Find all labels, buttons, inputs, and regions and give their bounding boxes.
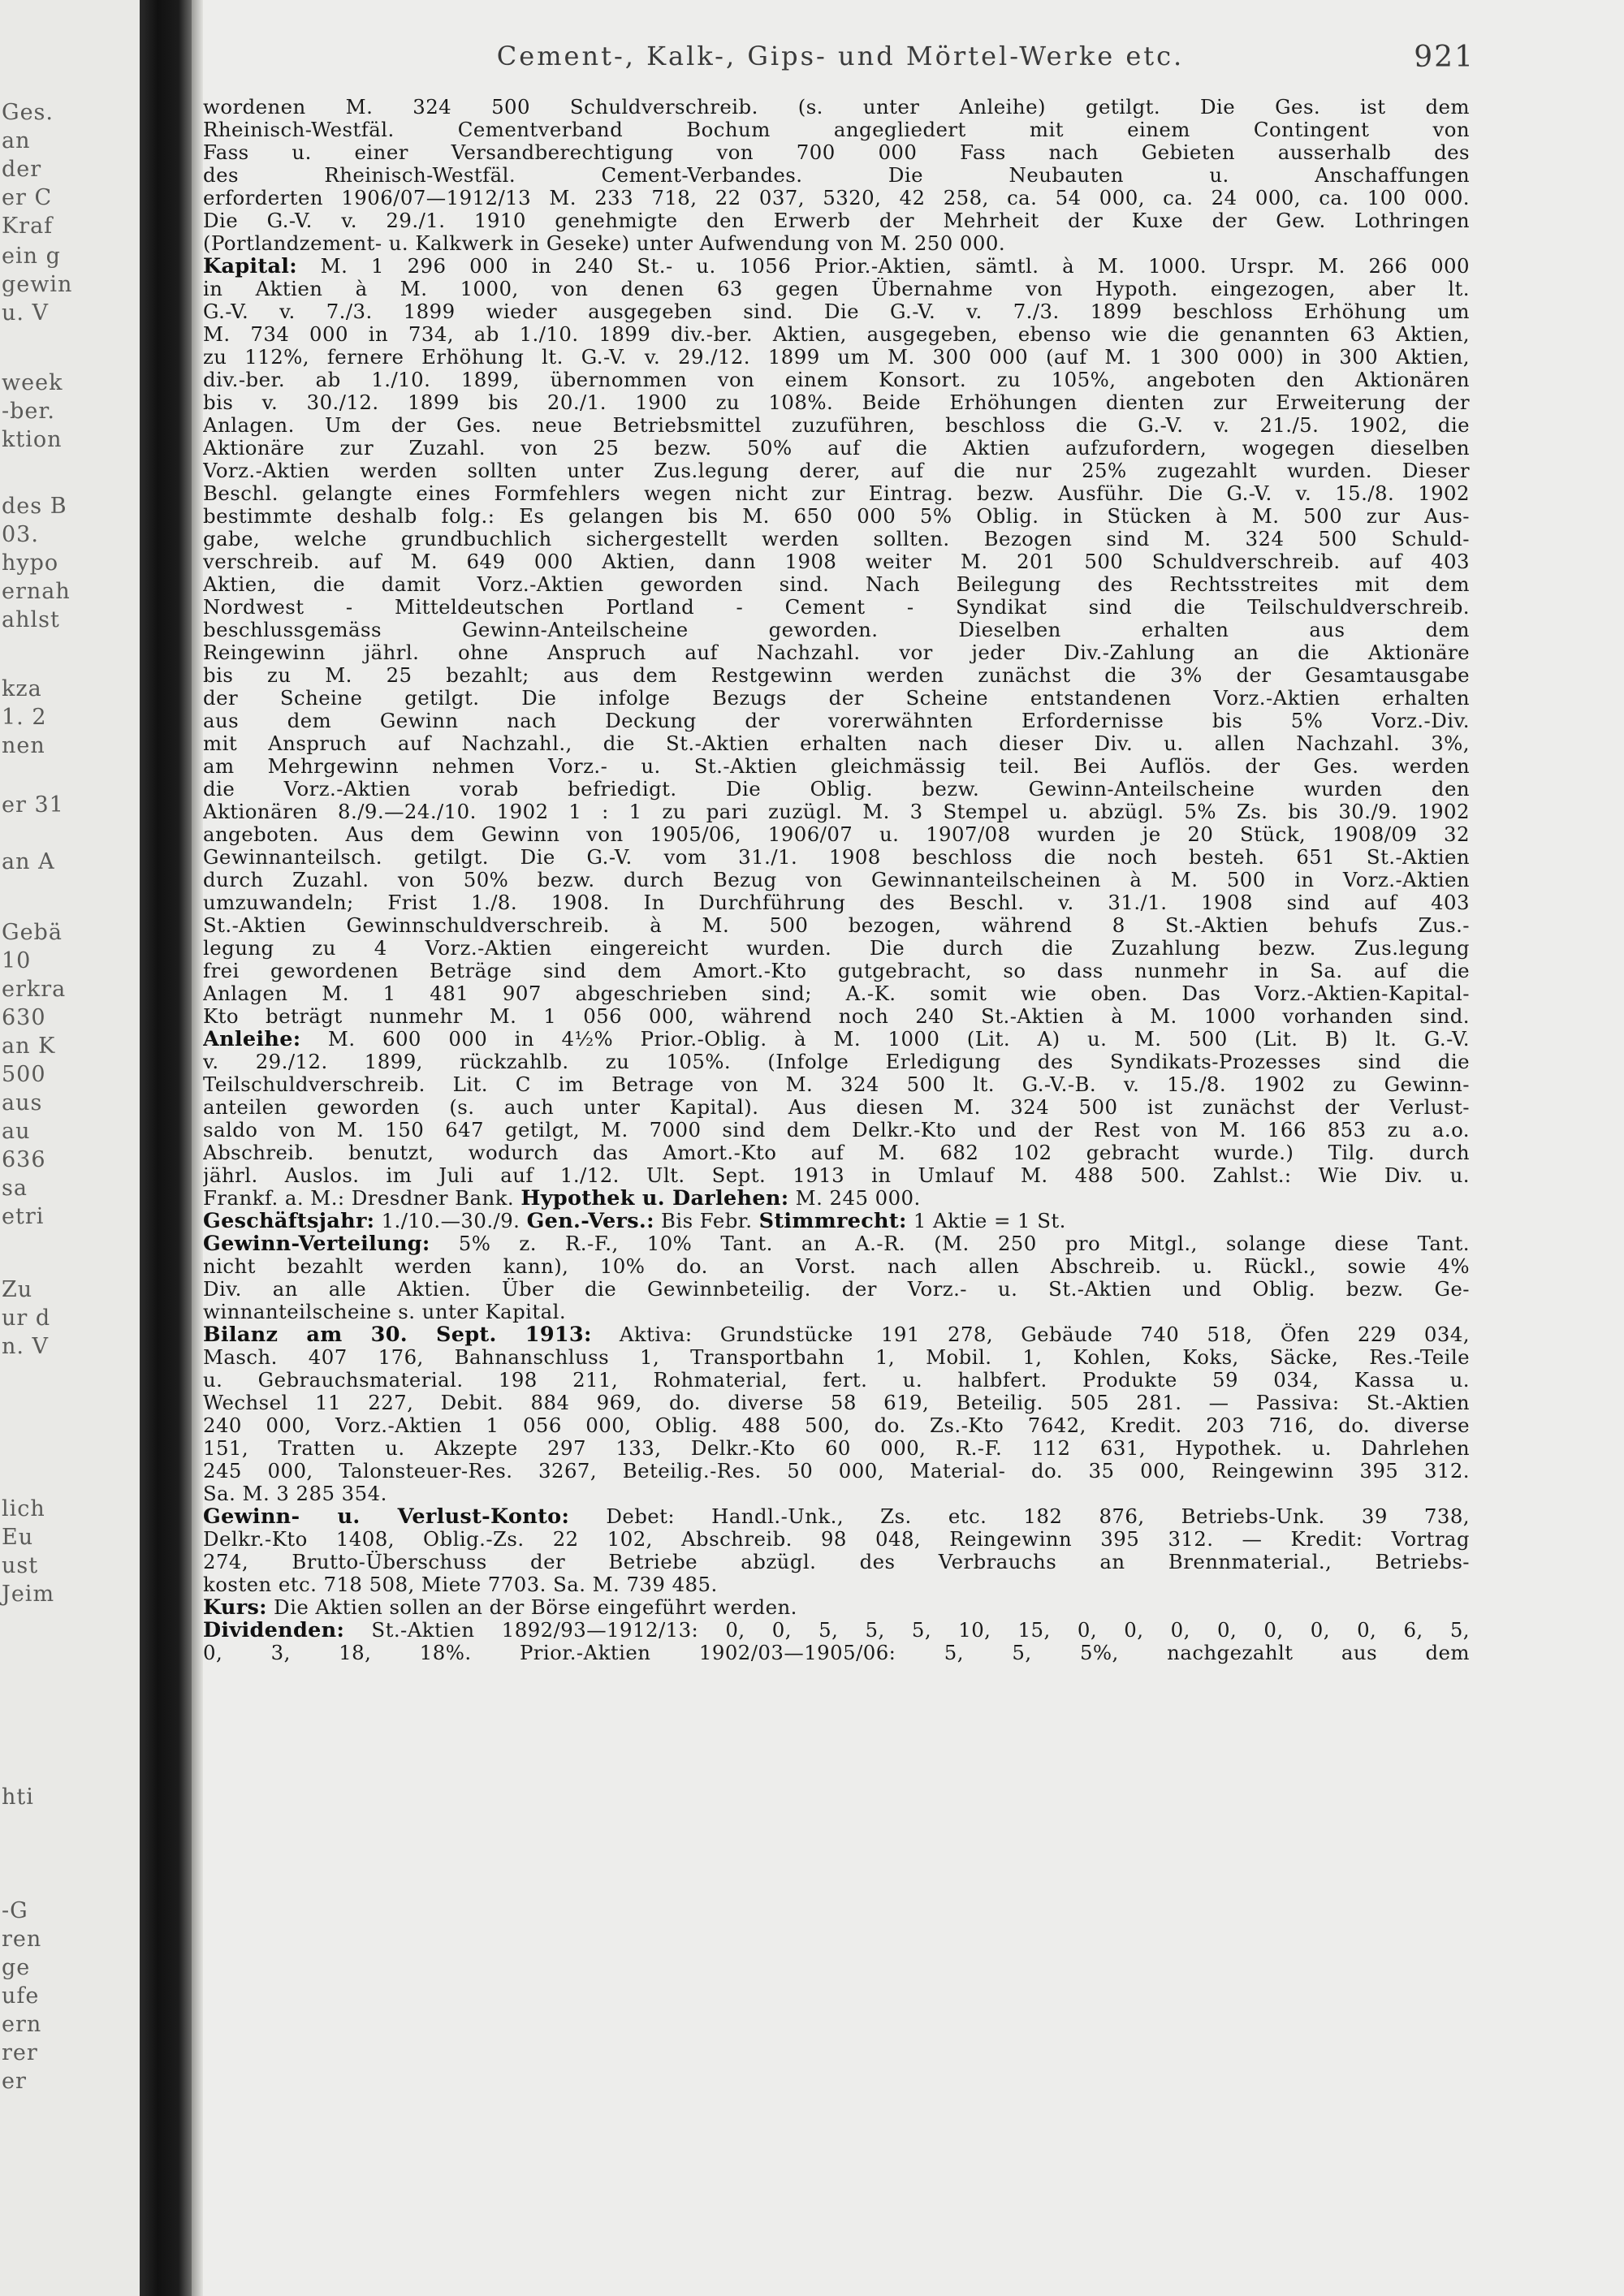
page-number: 921 (1414, 41, 1475, 74)
section-heading: Geschäftsjahr: (203, 1210, 375, 1232)
fragment-line: aus (2, 1090, 43, 1116)
fragment-line: hypo (2, 550, 59, 576)
fragment-line: lich (2, 1496, 45, 1521)
line-text: 151, Tratten u. Akzepte 297 133, Delkr.-Kto 60 000, R.-F. 112 631, Hypothek. u. Dahrlehen (203, 1437, 1470, 1460)
line-text: am Mehrgewinn nehmen Vorz.- u. St.-Aktien gleichmässig teil. Bei Auflös. der Ges. werden (203, 755, 1470, 778)
previous-page-fragment (0, 0, 140, 2296)
line-text: gabe, welche grundbuchlich sichergestellt werden sollten. Bezogen sind M. 324 500 Schuld- (203, 528, 1470, 550)
line-text: (Portlandzement- u. Kalkwerk in Geseke) unter Aufwendung von M. 250 000. (203, 232, 1006, 255)
text-line (203, 460, 1470, 482)
section-heading: Kurs: (203, 1596, 267, 1619)
text-line (203, 755, 1470, 778)
line-text: G.-V. v. 7./3. 1899 wieder ausgegeben sind. Die G.-V. v. 7./3. 1899 beschloss Erhöhung um (203, 300, 1470, 323)
running-head: Cement-, Kalk-, Gips- und Mörtel-Werke etc. (496, 41, 1185, 71)
line-text: bis zu M. 25 bezahlt; aus dem Restgewinn werden zunächst die 3% der Gesamtausgabe (203, 664, 1470, 687)
line-text: St.-Aktien Gewinnschuldverschreib. à M. 500 bezogen, während 8 St.-Aktien behufs Zus.- (203, 914, 1470, 937)
text-line (203, 1346, 1470, 1369)
line-text: 0, 3, 18, 18%. Prior.-Aktien 1902/03—1905/06: 5, 5, 5%, nachgezahlt aus dem (203, 1642, 1470, 1664)
line-text: Die Aktien sollen an der Börse eingeführt werden. (266, 1596, 797, 1619)
line-text: Gewinnanteilsch. getilgt. Die G.-V. vom 31./1. 1908 beschloss die noch besteh. 651 St.-Aktien (203, 846, 1470, 869)
text-line (203, 528, 1470, 550)
fragment-line: ur d (2, 1306, 51, 1331)
line-text: Reingewinn jährl. ohne Anspruch auf Nachzahl. vor jeder Div.-Zahlung an die Aktionäre (203, 641, 1470, 664)
line-text: verschreib. auf M. 649 000 Aktien, dann 1908 weiter M. 201 500 Schuldverschreib. auf 403 (203, 550, 1470, 573)
text-line (203, 1437, 1470, 1460)
text-line (203, 255, 1470, 278)
text-line (203, 664, 1470, 687)
fragment-line: au (2, 1119, 31, 1144)
section-heading: Gewinn-Verteilung: (203, 1232, 430, 1255)
line-text: Beschl. gelangte eines Formfehlers wegen nicht zur Eintrag. bezw. Ausführ. Die G.-V. v. 15./8. 1902 (203, 482, 1470, 505)
text-line (203, 1596, 1470, 1619)
fragment-line: nen (2, 733, 45, 758)
line-text: jährl. Auslos. im Juli auf 1./12. Ult. Sept. 1913 in Umlauf M. 488 500. Zahlst.: Wie Div. u. (203, 1164, 1470, 1187)
text-line (203, 1142, 1470, 1164)
line-text: anteilen geworden (s. auch unter Kapital). Aus diesen M. 324 500 ist zunächst der Verlust- (203, 1096, 1470, 1119)
line-text: legung zu 4 Vorz.-Aktien eingereicht wurden. Die durch die Zuzahlung bezw. Zus.legung (203, 937, 1470, 960)
line-text: Bis Febr. (654, 1210, 759, 1232)
fragment-line: ust (2, 1553, 39, 1578)
line-text: saldo von M. 150 647 getilgt, M. 7000 sind dem Delkr.-Kto und der Rest von M. 166 853 zu a.o. (203, 1119, 1470, 1142)
line-text: Teilschuldverschreib. Lit. C im Betrage von M. 324 500 lt. G.-V.-B. v. 15./8. 1902 zu Gewinn- (203, 1073, 1470, 1096)
line-text: 274, Brutto-Überschuss der Betriebe abzügl. des Verbrauchs an Brennmaterial., Betriebs- (203, 1551, 1470, 1573)
line-text: Fass u. einer Versandberechtigung von 700 000 Fass nach Gebieten ausserhalb des (203, 141, 1470, 164)
text-line (203, 937, 1470, 960)
line-text: Aktiva: Grundstücke 191 278, Gebäude 740 518, Öfen 229 034, (591, 1323, 1470, 1346)
text-line (203, 1392, 1470, 1414)
line-text: Frankf. a. M.: Dresdner Bank. (203, 1187, 521, 1210)
text-line (203, 960, 1470, 982)
line-text: bis v. 30./12. 1899 bis 20./1. 1900 zu 108%. Beide Erhöhungen dienten zur Erweiterung der (203, 391, 1470, 414)
line-text: Div. an alle Aktien. Über die Gewinnbeteilig. der Vorz.- u. St.-Aktien und Oblig. bezw. Ge- (203, 1278, 1470, 1301)
fragment-line: sa (2, 1176, 28, 1201)
text-line (203, 1323, 1470, 1346)
line-text: v. 29./12. 1899, rückzahlb. zu 105%. (Infolge Erledigung des Syndikats-Prozesses sind die (203, 1051, 1470, 1073)
line-text: div.-ber. ab 1./10. 1899, übernommen von einem Konsort. zu 105%, angeboten den Aktionären (203, 369, 1470, 391)
text-line (203, 823, 1470, 846)
text-line (203, 1573, 1470, 1596)
text-line (203, 1619, 1470, 1642)
text-line (203, 891, 1470, 914)
text-line (203, 801, 1470, 823)
line-text: frei gewordenen Beträge sind dem Amort.-Kto gutgebracht, so dass nunmehr in Sa. auf die (203, 960, 1470, 982)
text-line (203, 641, 1470, 664)
line-text: die Vorz.-Aktien vorab befriedigt. Die Oblig. bezw. Gewinn-Anteilscheine wurden den (203, 778, 1470, 801)
fragment-line: ufe (2, 1983, 40, 2009)
line-text: nicht bezahlt werden kann), 10% do. an Vorst. nach allen Abschreib. u. Rückl., sowie 4% (203, 1255, 1470, 1278)
line-text: 5% z. R.-F., 10% Tant. an A.-R. (M. 250 pro Mitgl., solange diese Tant. (430, 1232, 1470, 1255)
section-heading: Bilanz am 30. Sept. 1913: (203, 1323, 592, 1346)
line-text: der Scheine getilgt. Die infolge Bezugs der Scheine entstandenen Vorz.-Aktien erhalten (203, 687, 1470, 710)
line-text: 240 000, Vorz.-Aktien 1 056 000, Oblig. 488 500, do. Zs.-Kto 7642, Kredit. 203 716, do. diverse (203, 1414, 1470, 1437)
page-edge (192, 0, 203, 2296)
line-text: u. Gebrauchsmaterial. 198 211, Rohmaterial, fert. u. halbfert. Produkte 59 034, Kassa u. (203, 1369, 1470, 1392)
text-line (203, 573, 1470, 596)
text-line (203, 1505, 1470, 1528)
line-text: zu 112%, fernere Erhöhung lt. G.-V. v. 29./12. 1899 um M. 300 000 (auf M. 1 300 000) in 300 Aktien, (203, 346, 1470, 369)
text-line (203, 1460, 1470, 1482)
section-heading: Anleihe: (203, 1028, 301, 1051)
fragment-line: der (2, 157, 42, 182)
fragment-line: 1. 2 (2, 705, 47, 730)
document-page (203, 0, 1624, 2296)
text-line (203, 482, 1470, 505)
text-line (203, 687, 1470, 710)
section-heading: Hypothek u. Darlehen: (520, 1187, 789, 1210)
section-heading: Gewinn- u. Verlust-Konto: (203, 1505, 570, 1528)
fragment-line: 630 (2, 1005, 46, 1030)
fragment-line: etri (2, 1204, 45, 1229)
text-line (203, 1119, 1470, 1142)
fragment-line: Eu (2, 1525, 34, 1550)
line-text: Wechsel 11 227, Debit. 884 969, do. diverse 58 619, Beteilig. 505 281. — Passiva: St.-Aktien (203, 1392, 1470, 1414)
text-line (203, 1255, 1470, 1278)
text-body (203, 96, 1470, 1664)
line-text: des Rheinisch-Westfäl. Cement-Verbandes. Die Neubauten u. Anschaffungen (203, 164, 1470, 187)
text-line (203, 1187, 1470, 1210)
line-text: aus dem Gewinn nach Deckung der vorerwähnten Erfordernisse bis 5% Vorz.-Div. (203, 710, 1470, 732)
line-text: 1./10.—30./9. (374, 1210, 527, 1232)
fragment-line: ernah (2, 579, 71, 604)
line-text: winnanteilscheine s. unter Kapital. (203, 1301, 567, 1323)
text-line (203, 619, 1470, 641)
fragment-line: 500 (2, 1062, 46, 1087)
fragment-line: des B (2, 494, 67, 519)
line-text: Sa. M. 3 285 354. (203, 1482, 387, 1505)
text-line (203, 141, 1470, 164)
line-text: 245 000, Talonsteuer-Res. 3267, Beteilig.-Res. 50 000, Material- do. 35 000, Reingewinn 395 312. (203, 1460, 1470, 1482)
line-text: St.-Aktien 1892/93—1912/13: 0, 0, 5, 5, 5, 10, 15, 0, 0, 0, 0, 0, 0, 0, 6, 5, (344, 1619, 1470, 1642)
fragment-line: Zu (2, 1277, 33, 1302)
text-line (203, 914, 1470, 937)
fragment-line: er C (2, 185, 53, 210)
text-line (203, 846, 1470, 869)
fragment-line: ren (2, 1927, 42, 1952)
line-text: M. 600 000 in 4½% Prior.-Oblig. à M. 1000 (Lit. A) u. M. 500 (Lit. B) lt. G.-V. (300, 1028, 1470, 1051)
line-text: bestimmte deshalb folg.: Es gelangen bis M. 650 000 5% Oblig. in Stücken à M. 500 zur Aus- (203, 505, 1470, 528)
line-text: wordenen M. 324 500 Schuldverschreib. (s. unter Anleihe) getilgt. Die Ges. ist dem (203, 96, 1470, 119)
section-heading: Dividenden: (203, 1619, 345, 1642)
line-text: erforderten 1906/07—1912/13 M. 233 718, 22 037, 5320, 42 258, ca. 54 000, ca. 24 000, ca. 100 000. (203, 187, 1470, 209)
text-line (203, 550, 1470, 573)
line-text: Masch. 407 176, Bahnanschluss 1, Transportbahn 1, Mobil. 1, Kohlen, Koks, Säcke, Res.-Teile (203, 1346, 1470, 1369)
fragment-line: -ber. (2, 399, 55, 424)
text-line (203, 710, 1470, 732)
line-text: Aktien, die damit Vorz.-Aktien geworden sind. Nach Beilegung des Rechtsstreites mit dem (203, 573, 1470, 596)
text-line (203, 1482, 1470, 1505)
text-line (203, 187, 1470, 209)
fragment-line: erkra (2, 977, 67, 1002)
section-heading: Kapital: (203, 255, 298, 278)
line-text: Kto beträgt nunmehr M. 1 056 000, während noch 240 St.-Aktien à M. 1000 vorhanden sind. (203, 1005, 1470, 1028)
text-line (203, 323, 1470, 346)
line-text: angeboten. Aus dem Gewinn von 1905/06, 1906/07 u. 1907/08 wurden je 20 Stück, 1908/09 32 (203, 823, 1470, 846)
fragment-line: Gebä (2, 920, 63, 945)
fragment-line: hti (2, 1785, 34, 1810)
line-text: Aktionäre zur Zuzahl. von 25 bezw. 50% auf die Aktien aufzufordern, wogegen dieselben (203, 437, 1470, 460)
text-line (203, 1005, 1470, 1028)
text-line (203, 369, 1470, 391)
fragment-line: u. V (2, 300, 50, 326)
text-line (203, 596, 1470, 619)
fragment-line: ktion (2, 427, 63, 452)
text-line (203, 1528, 1470, 1551)
text-line (203, 300, 1470, 323)
text-line (203, 119, 1470, 141)
text-line (203, 1278, 1470, 1301)
text-line (203, 96, 1470, 119)
line-text: Rheinisch-Westfäl. Cementverband Bochum angegliedert mit einem Contingent von (203, 119, 1470, 141)
fragment-line: 10 (2, 948, 32, 973)
text-line (203, 1028, 1470, 1051)
fragment-line: an A (2, 849, 55, 874)
fragment-line: an K (2, 1034, 56, 1059)
line-text: mit Anspruch auf Nachzahl., die St.-Aktien erhalten nach dieser Div. u. allen Nachzahl. 3%, (203, 732, 1470, 755)
fragment-line: 03. (2, 522, 39, 547)
text-line (203, 1210, 1470, 1232)
text-line (203, 232, 1470, 255)
text-line (203, 1051, 1470, 1073)
line-text: Debet: Handl.-Unk., Zs. etc. 182 876, Betriebs-Unk. 39 738, (569, 1505, 1470, 1528)
text-line (203, 209, 1470, 232)
line-text: Vorz.-Aktien werden sollten unter Zus.legung derer, auf die nur 25% zugezahlt wurden. Dieser (203, 460, 1470, 482)
line-text: Nordwest - Mitteldeutschen Portland - Cement - Syndikat sind die Teilschuldverschreib. (203, 596, 1470, 619)
fragment-line: ern (2, 2012, 42, 2037)
text-line (203, 1551, 1470, 1573)
line-text: M. 734 000 in 734, ab 1./10. 1899 div.-ber. Aktien, ausgegeben, ebenso wie die genannten 63 Aktien, (203, 323, 1470, 346)
line-text: Abschreib. benutzt, wodurch das Amort.-Kto auf M. 682 102 gebracht wurde.) Tilg. durch (203, 1142, 1470, 1164)
text-line (203, 1164, 1470, 1187)
fragment-line: kza (2, 676, 42, 701)
text-line (203, 278, 1470, 300)
fragment-line: er 31 (2, 792, 64, 818)
text-line (203, 732, 1470, 755)
section-heading: Stimmrecht: (758, 1210, 907, 1232)
fragment-line: gewin (2, 272, 73, 297)
fragment-line: ge (2, 1955, 31, 1980)
fragment-line: rer (2, 2040, 38, 2065)
text-line (203, 869, 1470, 891)
text-line (203, 1096, 1470, 1119)
text-line (203, 1232, 1470, 1255)
line-text: Die G.-V. v. 29./1. 1910 genehmigte den Erwerb der Mehrheit der Kuxe der Gew. Lothringen (203, 209, 1470, 232)
line-text: in Aktien à M. 1000, von denen 63 gegen Übernahme von Hypoth. eingezogen, aber lt. (203, 278, 1470, 300)
fragment-line: week (2, 370, 63, 395)
line-text: umzuwandeln; Frist 1./8. 1908. In Durchführung des Beschl. v. 31./1. 1908 sind auf 403 (203, 891, 1470, 914)
line-text: Anlagen M. 1 481 907 abgeschrieben sind; A.-K. somit wie oben. Das Vorz.-Aktien-Kapital- (203, 982, 1470, 1005)
fragment-line: an (2, 128, 31, 153)
line-text: 1 Aktie = 1 St. (906, 1210, 1066, 1232)
fragment-line: -G (2, 1898, 28, 1923)
text-line (203, 1642, 1470, 1664)
line-text: Delkr.-Kto 1408, Oblig.-Zs. 22 102, Abschreib. 98 048, Reingewinn 395 312. — Kredit: Vortrag (203, 1528, 1470, 1551)
line-text: kosten etc. 718 508, Miete 7703. Sa. M. 739 485. (203, 1573, 718, 1596)
text-line (203, 346, 1470, 369)
line-text: M. 1 296 000 in 240 St.- u. 1056 Prior.-Aktien, sämtl. à M. 1000. Urspr. M. 266 000 (297, 255, 1470, 278)
section-heading: Gen.-Vers.: (526, 1210, 654, 1232)
text-line (203, 505, 1470, 528)
line-text: M. 245 000. (788, 1187, 921, 1210)
text-line (203, 1369, 1470, 1392)
line-text: Anlagen. Um der Ges. neue Betriebsmittel zuzuführen, beschloss die G.-V. v. 21./5. 1902, die (203, 414, 1470, 437)
fragment-line: Jeim (2, 1582, 55, 1607)
line-text: durch Zuzahl. von 50% bezw. durch Bezug von Gewinnanteilscheinen à M. 500 in Vorz.-Aktien (203, 869, 1470, 891)
text-line (203, 1301, 1470, 1323)
fragment-line: er (2, 2069, 27, 2094)
text-line (203, 437, 1470, 460)
text-line (203, 982, 1470, 1005)
fragment-line: n. V (2, 1334, 50, 1359)
book-binding-shadow (140, 0, 192, 2296)
text-line (203, 414, 1470, 437)
text-line (203, 1073, 1470, 1096)
fragment-line: Kraf (2, 214, 54, 239)
line-text: Aktionären 8./9.—24./10. 1902 1 : 1 zu pari zuzügl. M. 3 Stempel u. abzügl. 5% Zs. bis 30./9. 1902 (203, 801, 1470, 823)
text-line (203, 164, 1470, 187)
fragment-line: ein g (2, 244, 61, 269)
line-text: beschlussgemäss Gewinn-Anteilscheine geworden. Dieselben erhalten aus dem (203, 619, 1470, 641)
text-line (203, 778, 1470, 801)
fragment-line: 636 (2, 1147, 46, 1172)
fragment-line: Ges. (2, 100, 54, 125)
text-line (203, 391, 1470, 414)
text-line (203, 1414, 1470, 1437)
fragment-line: ahlst (2, 607, 60, 632)
